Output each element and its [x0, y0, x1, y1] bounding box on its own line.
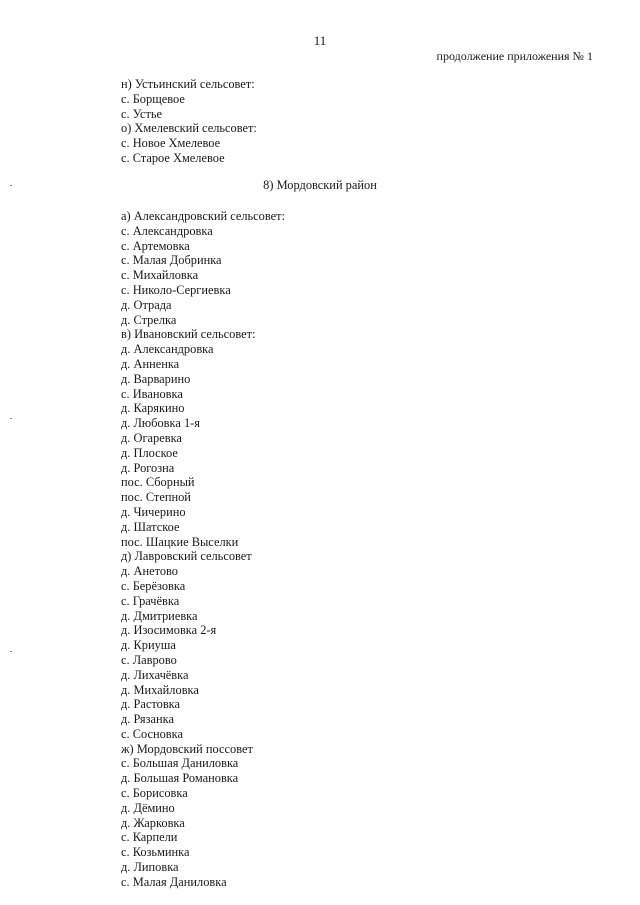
council-heading: н) Устьинский сельсовет: [121, 77, 255, 91]
settlement-item: с. Борисовка [121, 786, 188, 801]
settlement-item: д. Липовка [121, 860, 179, 875]
settlement-item: д. Чичерино [121, 504, 186, 519]
settlement-item: д. Лихачёвка [121, 667, 189, 682]
settlement-item: д. Александровка [121, 342, 214, 357]
settlement-item: д. Стрелка [121, 312, 177, 327]
settlement-item: д. Криуша [121, 638, 176, 653]
settlement-item: д. Изосимовка 2-я [121, 623, 217, 638]
council-heading: о) Хмелевский сельсовет: [121, 121, 257, 136]
settlement-item: с. Лаврово [121, 652, 177, 667]
settlement-item: д. Дмитриевка [121, 608, 198, 623]
settlement-item: д. Рогозна [121, 460, 175, 475]
settlement-item: с. Карпели [121, 830, 178, 845]
settlement-item: д. Рязанка [121, 712, 174, 727]
council-heading: ж) Мордовский поссовет [121, 741, 253, 756]
settlement-item: д. Шатское [121, 519, 180, 534]
settlement-item: с. Борщевое [121, 91, 185, 106]
settlement-item: д. Варварино [121, 371, 191, 386]
settlement-item: с. Михайловка [121, 268, 199, 283]
settlement-item: д. Любовка 1-я [121, 416, 200, 431]
settlement-item: д. Карякино [121, 401, 185, 416]
settlement-item: д. Большая Романовка [121, 771, 239, 786]
settlement-item: д. Михайловка [121, 682, 199, 697]
settlement-item: с. Артемовка [121, 238, 190, 253]
district-heading: 8) Мордовский район [263, 178, 377, 192]
council-heading: в) Ивановский сельсовет: [121, 327, 256, 342]
settlement-item: д. Отрада [121, 297, 172, 312]
settlement-item: д. Огаревка [121, 430, 182, 445]
settlement-item: пос. Шацкие Выселки [121, 534, 239, 549]
margin-mark [10, 185, 12, 186]
settlement-item: с. Старое Хмелевое [121, 150, 225, 165]
settlement-item: д. Жарковка [121, 815, 185, 830]
settlement-item: с. Берёзовка [121, 578, 186, 593]
margin-mark [10, 651, 12, 652]
settlement-item: с. Малая Добринка [121, 253, 222, 268]
settlement-item: д. Растовка [121, 697, 181, 712]
settlement-list-2 [121, 209, 285, 890]
settlement-item: с. Сосновка [121, 726, 183, 741]
council-heading: д) Лавровский сельсовет [121, 549, 252, 564]
settlement-item: с. Александровка [121, 223, 213, 238]
settlement-item: с. Грачёвка [121, 593, 180, 608]
page-number: 11 [313, 33, 327, 48]
settlement-item: с. Устье [121, 106, 163, 121]
settlement-list-1 [121, 77, 257, 166]
settlement-item: пос. Сборный [121, 475, 195, 490]
settlement-item: с. Козьминка [121, 845, 190, 860]
settlement-item: д. Плоское [121, 445, 178, 460]
settlement-item: д. Анетово [121, 564, 178, 579]
settlement-item: д. Анненка [121, 356, 180, 371]
settlement-item: с. Ивановка [121, 386, 183, 401]
settlement-item: пос. Степной [121, 490, 191, 505]
settlement-item: д. Дёмино [121, 800, 175, 815]
settlement-item: с. Малая Даниловка [121, 874, 227, 889]
settlement-item: с. Большая Даниловка [121, 756, 239, 771]
council-heading: а) Александровский сельсовет: [121, 209, 286, 223]
settlement-item: с. Николо-Сергиевка [121, 282, 231, 297]
margin-mark [10, 418, 12, 419]
settlement-item: с. Новое Хмелевое [121, 136, 221, 151]
appendix-note: продолжение приложения № 1 [436, 49, 593, 63]
